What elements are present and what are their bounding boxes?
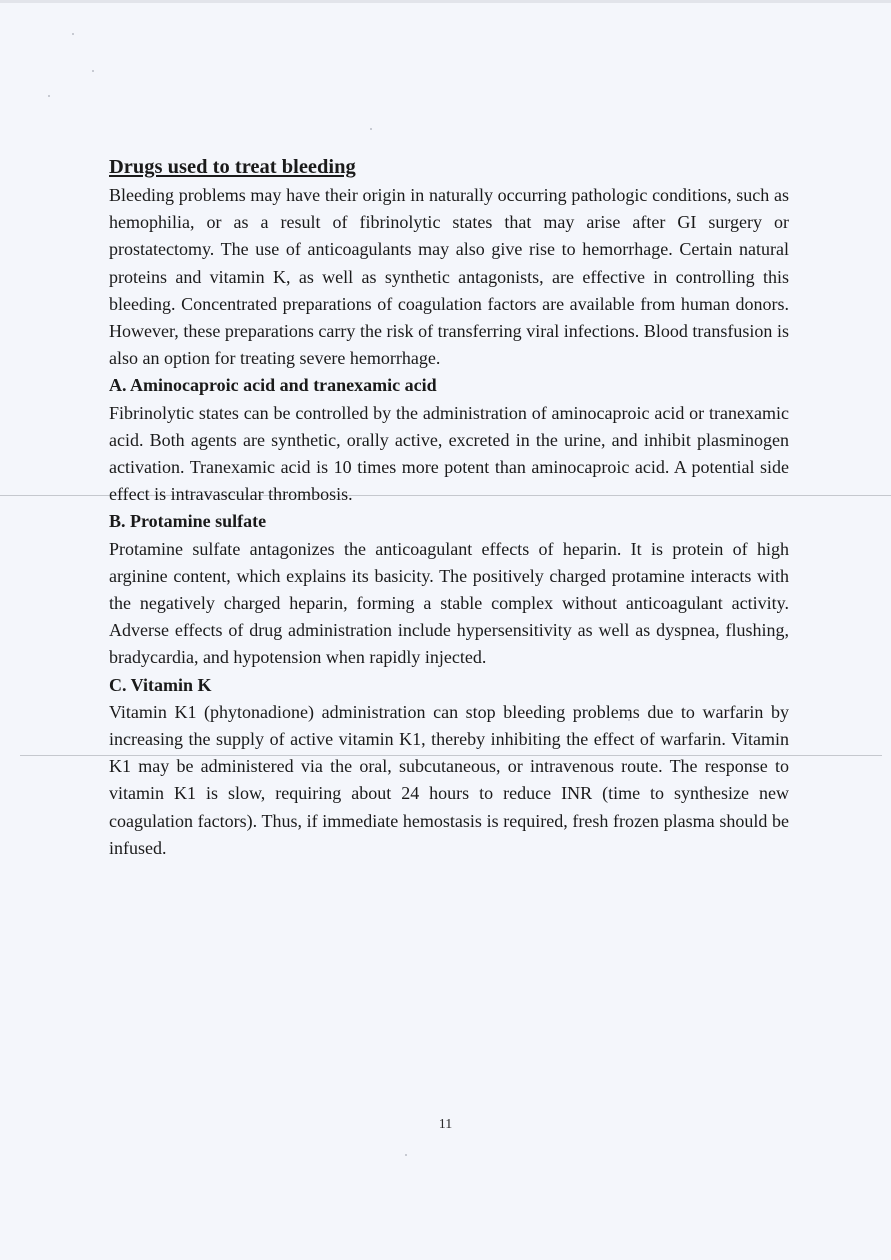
section-body-vitamin-k: Vitamin K1 (phytonadione) administration can stop bleeding problems due to warfarin by increasing the supply of active vitamin K1, thereby inhibiting the effect of warfarin. Vitamin K1 may be administered via the oral, subcutaneous, or intravenous route. The response to vitamin K1 is slow, requiring about 24 hours to reduce INR (time to synthesize new coagulation factors). Thus, if immediate hemostasis is required, fresh frozen plasma should be infused. bbox=[109, 701, 789, 858]
scan-speck bbox=[72, 33, 74, 35]
scan-speck bbox=[405, 1154, 407, 1156]
section-heading-aminocaproic: A. Aminocaproic acid and tranexamic acid bbox=[109, 375, 437, 396]
section-heading-protamine: B. Protamine sulfate bbox=[109, 511, 267, 532]
intro-paragraph: Bleeding problems may have their origin in naturally occurring pathologic conditions, such as hemophilia, or as a result of fibrinolytic states that may arise after GI surgery or prostatectomy. The use of anticoagulants may also give rise to hemorrhage. Certain natural proteins and vitamin K, as well as synthetic antagonists, are effective in controlling this bleeding. Concentrated preparations of coagulation factors are available from human donors. However, these preparations carry the risk of transferring viral infections. Blood transfusion is also an option for treating severe hemorrhage. bbox=[109, 185, 789, 369]
section-body-protamine: Protamine sulfate antagonizes the anticoagulant effects of heparin. It is protein of high arginine content, which explains its basicity. The positively charged protamine interacts with the negatively charged heparin, forming a stable complex without anticoagulant activity. Adverse effects of drug administration include hypersensitivity as well as dyspnea, flushing, bradycardia, and hypotension when rapidly injected. bbox=[109, 538, 789, 668]
scan-speck bbox=[370, 128, 372, 130]
page-number: 11 bbox=[438, 1117, 453, 1132]
section-body-aminocaproic: Fibrinolytic states can be controlled by the administration of aminocaproic acid or tranexamic acid. Both agents are synthetic, orally active, excreted in the urine, and inhibit plasminogen activation. Tranexamic acid is 10 times more potent than aminocaproic acid. A potential side effect is intravascular thrombosis. bbox=[109, 402, 789, 505]
scan-speck bbox=[92, 70, 94, 72]
scan-top-edge bbox=[0, 0, 891, 3]
document-title: Drugs used to treat bleeding bbox=[109, 156, 356, 178]
section-heading-vitamin-k: C. Vitamin K bbox=[109, 674, 212, 695]
document-body bbox=[109, 152, 789, 862]
scan-speck bbox=[48, 95, 50, 97]
